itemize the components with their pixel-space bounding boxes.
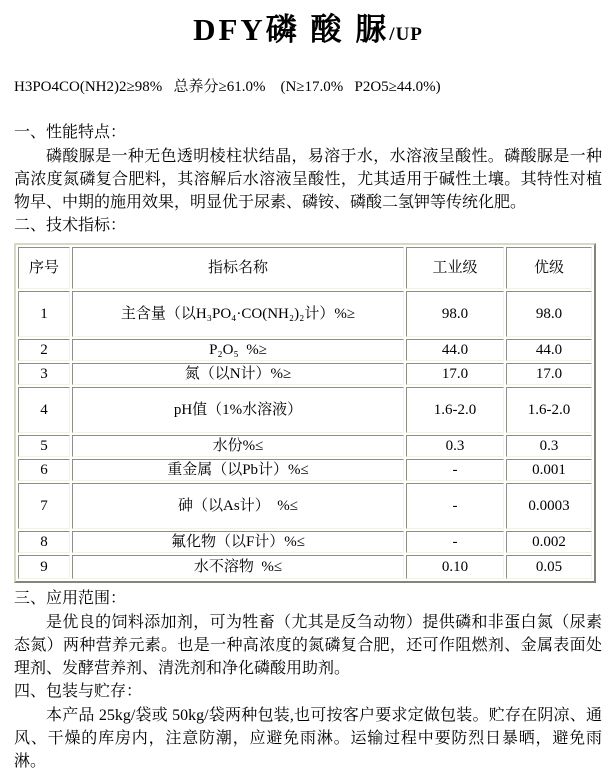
table-row — [18, 363, 592, 385]
table-header-row — [18, 247, 592, 289]
cell-premium: 0.001 — [506, 459, 592, 481]
cell-industrial: - — [406, 459, 504, 481]
section-performance-body: 磷酸脲是一种无色透明棱柱状结晶，易溶于水，水溶液呈酸性。磷酸脲是一种高浓度氮磷复合肥料，其溶解后水溶液呈酸性，尤其适用于碱性土壤。其特性对植物早、中期的施用效果，明显优于尿素、磷铵、磷酸二氢钾等传统化肥。 — [14, 148, 602, 211]
cell-industrial: - — [406, 531, 504, 553]
assay-line: H3PO4CO(NH2)2≥98% 总养分≥61.0% (N≥17.0% P2O5≥44.0%) — [14, 79, 441, 95]
page-title — [14, 10, 602, 55]
section-packaging-body: 本产品 25kg/袋或 50kg/袋两种包装,也可按客户要求定做包装。贮存在阴凉、通风、干燥的库房内，注意防潮，应避免雨淋。运输过程中要防烈日暴晒，避免雨淋。 — [14, 707, 602, 770]
section-specs-heading: 二、技术指标： — [14, 217, 127, 234]
col-header-name: 指标名称 — [72, 247, 404, 289]
cell-industrial: 1.6-2.0 — [406, 387, 504, 433]
cell-premium: 0.05 — [506, 555, 592, 579]
cell-premium: 98.0 — [506, 291, 592, 337]
table-row — [18, 387, 592, 433]
col-header-index: 序号 — [18, 247, 70, 289]
section-application-heading: 三、应用范围： — [14, 590, 127, 607]
cell-index: 7 — [18, 483, 70, 529]
table-row — [18, 483, 592, 529]
cell-index: 2 — [18, 339, 70, 361]
cell-name: 水份%≤ — [72, 435, 404, 457]
cell-premium: 0.0003 — [506, 483, 592, 529]
cell-premium: 0.3 — [506, 435, 592, 457]
cell-index: 3 — [18, 363, 70, 385]
page-title-suffix: /UP — [389, 24, 423, 45]
cell-name: 砷（以As计） %≤ — [72, 483, 404, 529]
section-application-body: 是优良的饲料添加剂，可为牲畜（尤其是反刍动物）提供磷和非蛋白氮（尿素态氮）两种营养元素。也是一种高浓度的氮磷复合肥，还可作阻燃剂、金属表面处理剂、发酵营养剂、清洗剂和净化磷酸用助剂。 — [14, 614, 602, 677]
cell-name: 氮（以N计）%≥ — [72, 363, 404, 385]
cell-name: 水不溶物 %≤ — [72, 555, 404, 579]
cell-name: 主含量（以H₃PO₄·CO(NH₂)₂计）%≥ — [72, 291, 404, 337]
cell-index: 4 — [18, 387, 70, 433]
cell-name: P₂O₅ %≥ — [72, 339, 404, 361]
cell-industrial: 0.3 — [406, 435, 504, 457]
cell-premium: 17.0 — [506, 363, 592, 385]
col-header-premium: 优级 — [506, 247, 592, 289]
cell-index: 9 — [18, 555, 70, 579]
table-row — [18, 339, 592, 361]
table-row — [18, 435, 592, 457]
cell-premium: 1.6-2.0 — [506, 387, 592, 433]
cell-industrial: 98.0 — [406, 291, 504, 337]
cell-name: 重金属（以Pb计）%≤ — [72, 459, 404, 481]
cell-industrial: - — [406, 483, 504, 529]
cell-name: pH值（1%水溶液） — [72, 387, 404, 433]
page-title-text: DFY磷 酸 脲 — [193, 12, 390, 47]
cell-name: 氟化物（以F计）%≤ — [72, 531, 404, 553]
cell-premium: 44.0 — [506, 339, 592, 361]
table-row — [18, 555, 592, 579]
section-performance-heading: 一、性能特点： — [14, 124, 127, 141]
section-packaging-heading: 四、包装与贮存： — [14, 683, 143, 700]
cell-premium: 0.002 — [506, 531, 592, 553]
cell-index: 6 — [18, 459, 70, 481]
table-row — [18, 459, 592, 481]
col-header-industrial: 工业级 — [406, 247, 504, 289]
cell-industrial: 44.0 — [406, 339, 504, 361]
cell-index: 5 — [18, 435, 70, 457]
cell-index: 1 — [18, 291, 70, 337]
cell-industrial: 0.10 — [406, 555, 504, 579]
spec-table — [14, 243, 596, 583]
table-row — [18, 531, 592, 553]
table-row — [18, 291, 592, 337]
cell-index: 8 — [18, 531, 70, 553]
cell-industrial: 17.0 — [406, 363, 504, 385]
